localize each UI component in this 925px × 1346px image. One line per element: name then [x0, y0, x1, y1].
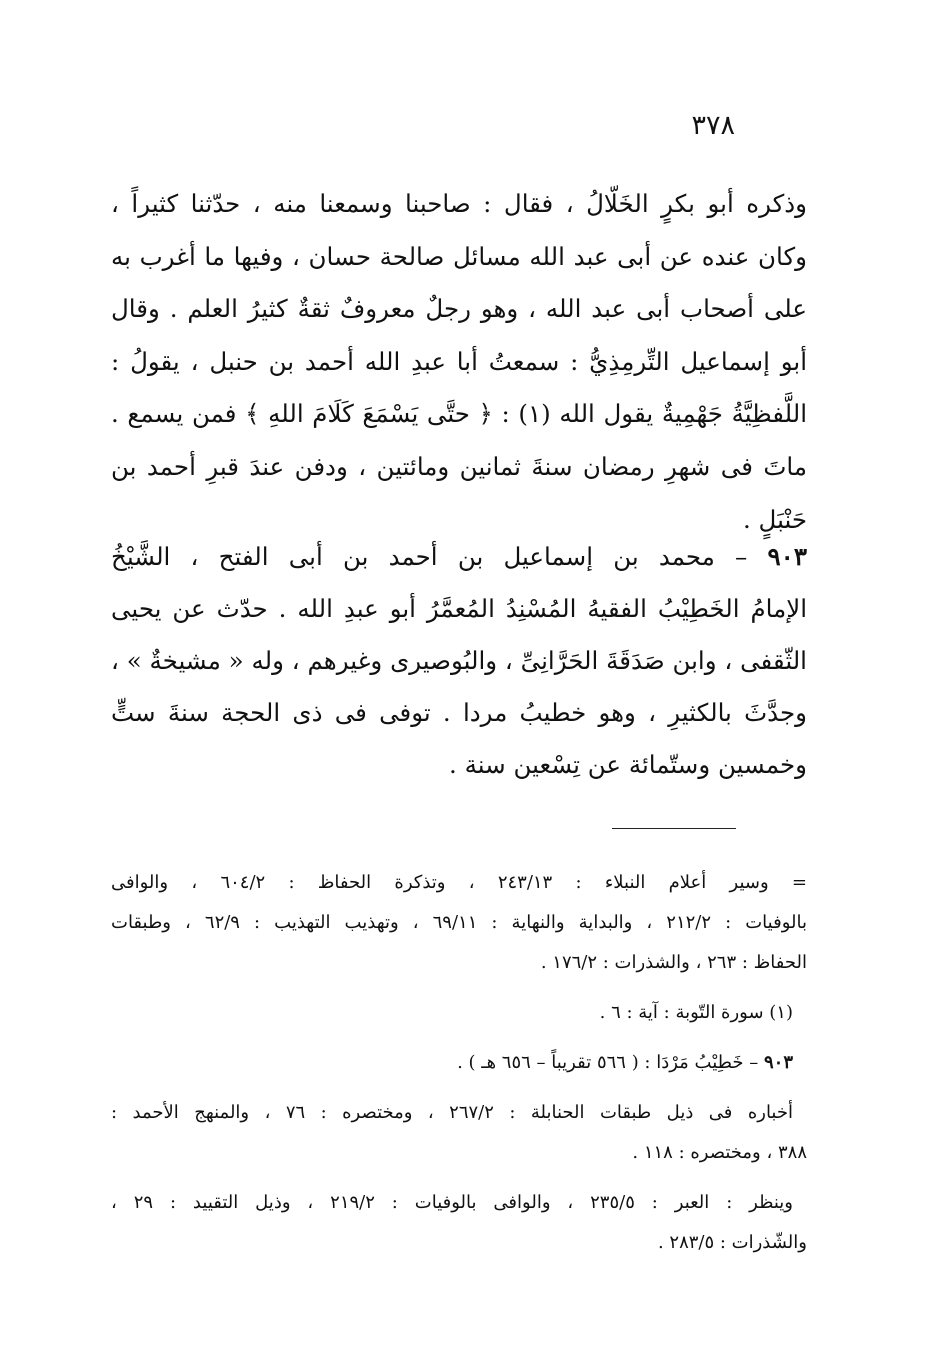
- text-line: وكان عنده عن أبى عبد الله مسائل صالحة حسان ، وفيها ما أغرب به: [111, 241, 807, 271]
- footnote-line: والشّذرات : ٢٨٣/٥ .: [657, 1232, 807, 1253]
- biography-paragraph: [111, 178, 807, 546]
- footnote-entry-number: ٩٠٣: [763, 1052, 793, 1073]
- entry-903: [111, 531, 807, 791]
- text-line: وخمسين وستّمائة عن تِسْعين سنة .: [449, 750, 807, 779]
- footnote-line: بالوفيات : ٢١٢/٢ ، والبداية والنهاية : ٦٩/١١ ، وتهذيب التهذيب : ٦٢/٩ ، وطبقات: [111, 912, 807, 933]
- text-line: حَنْبَلٍ .: [742, 504, 807, 534]
- footnote-line: وينظر : العبر : ٢٣٥/٥ ، والوافى بالوفيات : ٢١٩/٢ ، وذيل التقييد : ٢٩ ،: [111, 1192, 794, 1213]
- footnotes: [111, 863, 807, 1263]
- text-line: اللَّفظِيَّةُ جَهْمِيةٌ يقول الله (١) : ﴿ حتَّى يَسْمَعَ كَلَامَ اللهِ ﴾ فمن يسمع .: [111, 399, 807, 429]
- text-line: وجدَّثَ بالكثيرِ ، وهو خطيبُ مردا . توفى فى ذى الحجة سنةَ ستٍّ: [111, 698, 807, 727]
- footnote-1: (١) سورة التّوبة : آية : ٦ .: [599, 1002, 793, 1023]
- text-line: وذكره أبو بكرٍ الخَلّالُ ، فقال : صاحبنا وسمعنا منه ، حدّثنا كثيراً ،: [111, 189, 807, 218]
- footnote-entry-heading: ٩٠٣ – خَطِيْبُ مَرْدَا : ( ٥٦٦ تقريباً – ٦٥٦ هـ ) .: [457, 1052, 793, 1073]
- footnote-line: أخباره فى ذيل طبقات الحنابلة : ٢٦٧/٢ ، ومختصره : ٧٦ ، والمنهج الأحمد :: [111, 1102, 793, 1123]
- text-line: ماتَ فى شهرِ رمضان سنةَ ثمانين ومائتين ، ودفن عندَ قبرِ أحمد بن: [111, 451, 807, 481]
- footnote-line: = وسير أعلام النبلاء : ٢٤٣/١٣ ، وتذكرة الحفاظ : ٦٠٤/٢ ، والوافى: [111, 872, 807, 893]
- page-number: ٣٧٨: [691, 110, 735, 141]
- footnote-line: ٣٨٨ ، ومختصره : ١١٨ .: [632, 1142, 807, 1163]
- entry-number: ٩٠٣: [767, 542, 807, 571]
- footnote-divider: [612, 828, 736, 829]
- text-line: أبو إسماعيل التِّرمِذِيُّ : سمعتُ أبا عبدِ الله أحمد بن حنبل ، يقولُ :: [111, 346, 807, 376]
- text-line: الإمامُ الخَطِيْبُ الفقيهُ المُسْنِدُ المُعمَّرُ أبو عبدِ الله . حدّث عن يحيى: [111, 594, 807, 623]
- text-line: الثّقفى ، وابن صَدَقَةَ الحَرَّانِىِّ ، والبُوصيرى وغيرهم ، وله « مشيخةٌ » ،: [111, 646, 807, 675]
- text-line: على أصحاب أبى عبد الله ، وهو رجلٌ معروفٌ ثقةٌ كثيرُ العلم . وقال: [111, 294, 807, 324]
- entry-heading-text: – محمد بن إسماعيل بن أحمد بن أبى الفتح ، الشَّيْخُ: [111, 542, 768, 571]
- footnote-line: الحفاظ : ٢٦٣ ، والشذرات : ١٧٦/٢ .: [540, 952, 807, 973]
- entry-heading-line: [111, 531, 807, 583]
